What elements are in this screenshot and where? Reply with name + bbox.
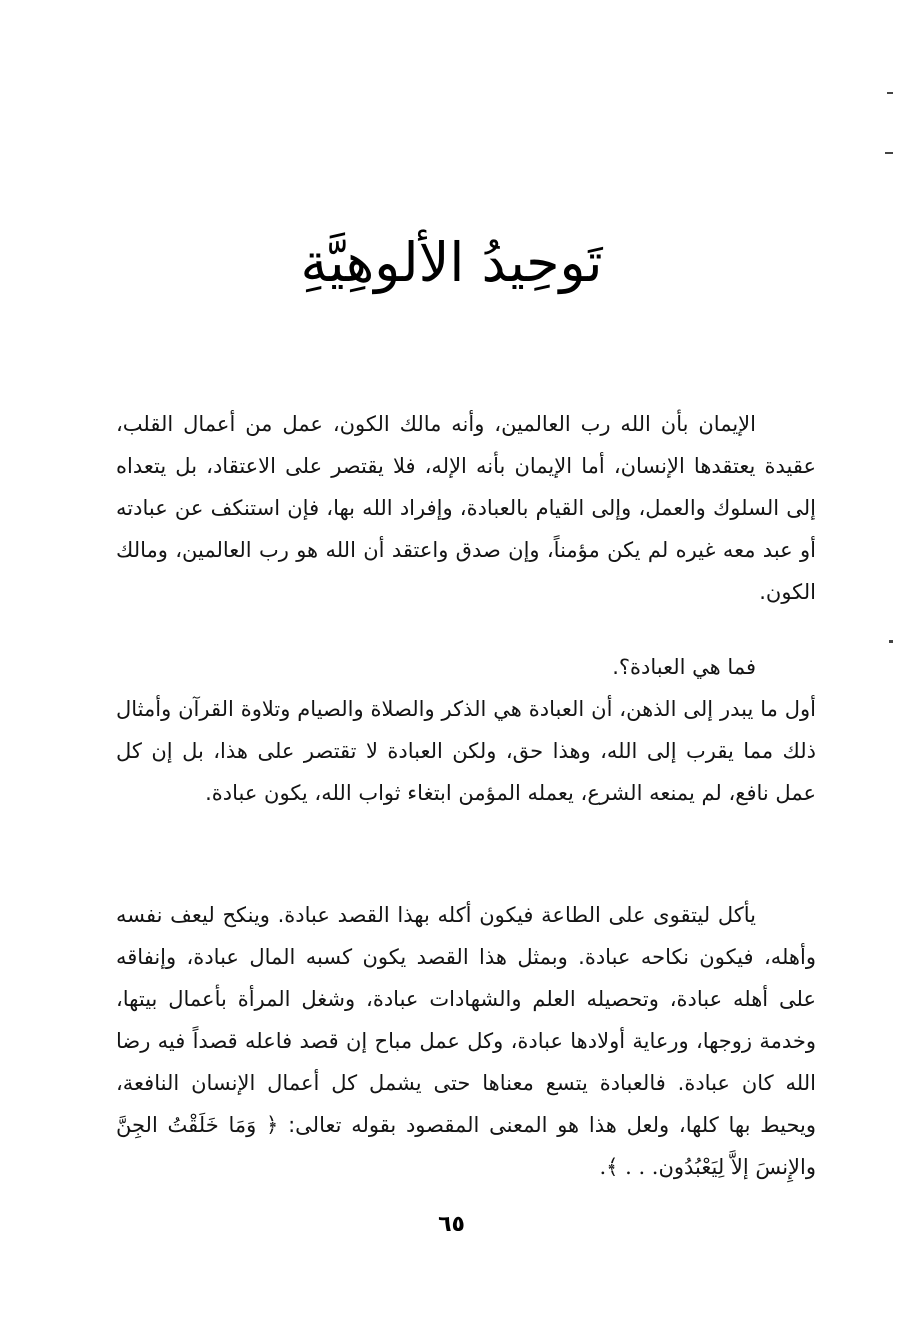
quran-verse: ﴿ وَمَا خَلَقْتُ الجِنَّ والإِنسَ إلاَّ لِيَعْبُدُون. . . ﴾. <box>116 1113 816 1179</box>
paragraph-ibada <box>116 646 816 814</box>
margin-mark <box>887 92 893 94</box>
paragraph-body: يأكل ليتقوى على الطاعة فيكون أكله بهذا القصد عبادة. وينكح ليعف نفسه وأهله، فيكون نكاحه عبادة. وبمثل هذا القصد يكون كسبه المال عبادة، وإنفاقه على أهله عبادة، وتحصيله العلم والشهادات عبادة، وشغل المرأة بأعمال بيتها، وخدمة زوجها، ورعاية أولادها عبادة، وكل عمل مباح إن قصد فاعله قصداً فيه رضا الله كان عبادة. فالعبادة يتسع معناها حتى يشمل كل أعمال الإنسان النافعة، ويحيط بها كلها، ولعل هذا هو المعنى المقصود بقوله تعالى: <box>116 903 816 1137</box>
paragraph-iman <box>116 403 816 613</box>
page-number: ٦٥ <box>438 1212 465 1237</box>
question-text: فما هي العبادة؟. <box>612 655 756 679</box>
margin-mark <box>885 152 893 154</box>
chapter-title: تَوحِيدُ الألوهِيَّةِ <box>300 231 603 294</box>
paragraph-text: الإيمان بأن الله رب العالمين، وأنه مالك الكون، عمل من أعمال القلب، عقيدة يعتقدها الإنسان، أما الإيمان بأنه الإله، فلا يقتصر على الاعتقاد، بل يتعداه إلى السلوك والعمل، وإلى القيام بالعبادة، وإفراد الله بها، فإن استنكف عن عبادته أو عبد معه غيره لم يكن مؤمناً، وإن صدق واعتقد أن الله هو رب العالمين، ومالك الكون. <box>116 412 816 604</box>
paragraph-examples <box>116 894 816 1188</box>
paragraph-text: أول ما يبدر إلى الذهن، أن العبادة هي الذكر والصلاة والصيام وتلاوة القرآن وأمثال ذلك مما يقرب إلى الله، وهذا حق، ولكن العبادة لا تقتصر على هذا، بل إن كل عمل نافع، لم يمنعه الشرع، يعمله المؤمن ابتغاء ثواب الله، يكون عبادة. <box>116 697 816 805</box>
paragraph-text <box>116 894 816 1188</box>
margin-mark <box>889 640 893 643</box>
